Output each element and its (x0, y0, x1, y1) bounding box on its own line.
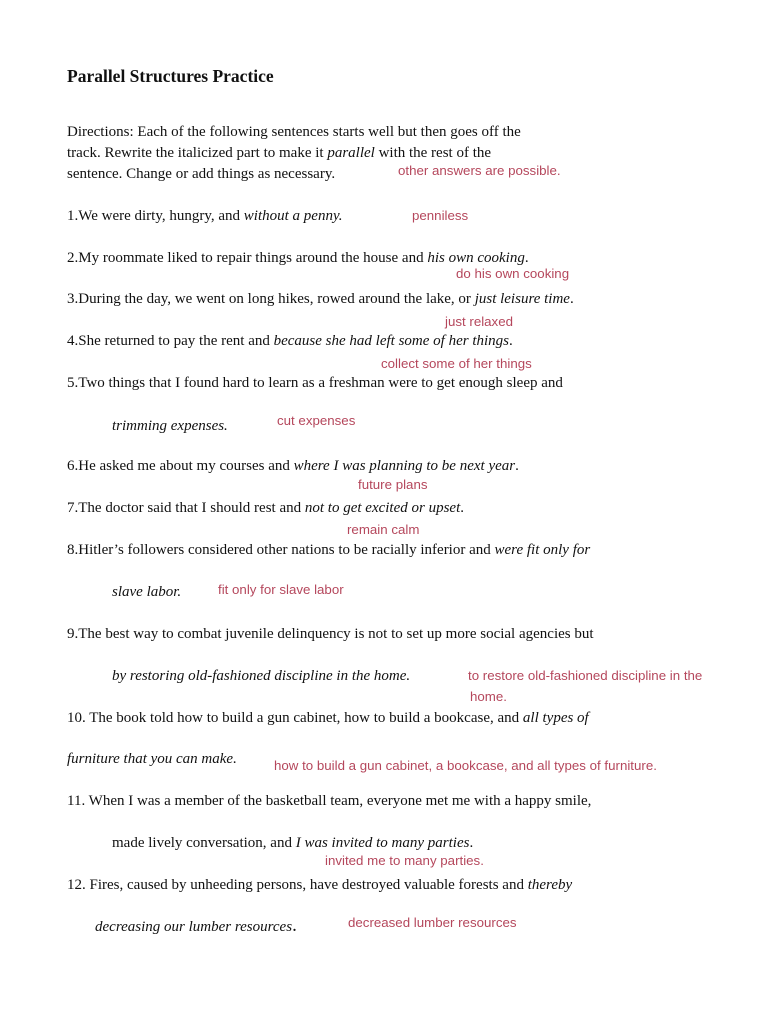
page-title: Parallel Structures Practice (67, 66, 274, 86)
item-2-sentence (67, 248, 529, 268)
sentence-text: The doctor said that I should rest and (78, 500, 305, 516)
sentence-text: . (460, 500, 465, 516)
item-1-answer: penniless (412, 208, 469, 223)
item-11-answer: invited me to many parties. (325, 853, 484, 868)
sentence-text: 10. (67, 710, 86, 726)
item-12-continuation (95, 916, 297, 937)
sentence-text: My roommate liked to repair things around the house and (78, 250, 428, 266)
italic-phrase: slave labor. (112, 584, 182, 600)
sentence-text: Fires, caused by unheeding persons, have destroyed valuable forests and (85, 877, 528, 893)
sentence-text: The best way to combat juvenile delinquency is not to set up more social agencies but (78, 626, 594, 642)
sentence-text: 9. (67, 626, 79, 642)
item-11-sentence (67, 791, 591, 811)
directions-text: track. Rewrite the italicized part to make it (67, 145, 328, 161)
sentence-text: 8. (67, 542, 79, 558)
item-4-answer: collect some of her things (381, 356, 532, 371)
item-8-answer: fit only for slave labor (218, 582, 344, 597)
italic-phrase: decreasing our lumber resources (95, 919, 293, 935)
italic-phrase: trimming expenses. (112, 418, 228, 434)
item-11-continuation (112, 833, 473, 853)
sentence-text: 11. (67, 793, 86, 809)
italic-phrase: because she had left some of her things (273, 333, 509, 349)
italic-phrase: thereby (527, 877, 573, 893)
sentence-text: 7. (67, 500, 79, 516)
sentence-text: Hitler’s followers considered other nations to be racially inferior and (78, 542, 495, 558)
item-8-continuation (112, 582, 181, 602)
italic-phrase: his own cooking (427, 250, 525, 266)
item-2-answer: do his own cooking (456, 266, 570, 281)
italic-phrase: not to get excited or upset (304, 500, 461, 516)
item-10-continuation (67, 749, 237, 769)
item-5-continuation (112, 416, 228, 436)
item-3-answer: just relaxed (445, 314, 513, 329)
italic-phrase: by restoring old-fashioned discipline in the home. (112, 668, 411, 684)
item-5-answer: cut expenses (277, 413, 356, 428)
sentence-text: 5. (67, 375, 79, 391)
directions-note: other answers are possible. (398, 163, 561, 178)
item-9-answer-continued: home. (470, 689, 507, 704)
item-10-sentence (67, 708, 589, 728)
sentence-text: 1. (67, 208, 79, 224)
sentence-text: During the day, we went on long hikes, rowed around the lake, or (78, 291, 475, 307)
italic-phrase: furniture that you can make. (67, 751, 237, 767)
item-4-sentence (67, 331, 513, 351)
sentence-text: 12. (67, 877, 86, 893)
item-7-sentence (67, 498, 464, 518)
italic-phrase: were fit only for (494, 542, 591, 558)
sentence-text: made lively conversation, and (112, 835, 296, 851)
item-7-answer: remain calm (347, 522, 420, 537)
item-1-sentence (67, 206, 343, 226)
directions-line-1: Directions: Each of the following sentences starts well but then goes off the (67, 124, 521, 140)
italic-phrase: I was invited to many parties (295, 835, 470, 851)
item-9-sentence (67, 624, 594, 644)
sentence-text: When I was a member of the basketball team, everyone met me with a happy smile, (85, 793, 592, 809)
item-12-sentence (67, 875, 572, 895)
directions-line-3: sentence. Change or add things as necessary. (67, 166, 336, 182)
sentence-text: She returned to pay the rent and (78, 333, 274, 349)
item-12-answer: decreased lumber resources (348, 915, 517, 930)
sentence-text: . (515, 458, 519, 474)
italic-phrase: where I was planning to be next year (293, 458, 516, 474)
italic-phrase: just leisure time (474, 291, 570, 307)
italic-phrase: all types of (522, 710, 589, 726)
item-9-continuation (112, 666, 410, 686)
sentence-text: . (292, 915, 297, 936)
item-10-answer: how to build a gun cabinet, a bookcase, and all types of furniture. (274, 758, 657, 773)
sentence-text: . (524, 250, 529, 266)
item-3-sentence (67, 289, 574, 309)
directions-line-2 (67, 143, 491, 163)
item-5-sentence (67, 373, 563, 393)
item-9-answer: to restore old-fashioned discipline in the (468, 668, 703, 683)
item-6-answer: future plans (358, 477, 428, 492)
sentence-text: . (569, 291, 574, 307)
italic-phrase: without a penny. (243, 208, 343, 224)
sentence-text: . (509, 333, 513, 349)
item-6-sentence (67, 456, 519, 476)
item-8-sentence (67, 540, 590, 560)
sentence-text: . (469, 835, 474, 851)
sentence-text: 2. (67, 250, 79, 266)
sentence-text: 6. (67, 458, 79, 474)
sentence-text: He asked me about my courses and (78, 458, 294, 474)
sentence-text: The book told how to build a gun cabinet, how to build a bookcase, and (85, 710, 523, 726)
sentence-text: Two things that I found hard to learn as a freshman were to get enough sleep and (78, 375, 563, 391)
sentence-text: We were dirty, hungry, and (78, 208, 244, 224)
sentence-text: 4. (67, 333, 79, 349)
directions-text: with the rest of the (374, 145, 492, 161)
sentence-text: 3. (67, 291, 79, 307)
directions-keyword: parallel (327, 145, 375, 161)
